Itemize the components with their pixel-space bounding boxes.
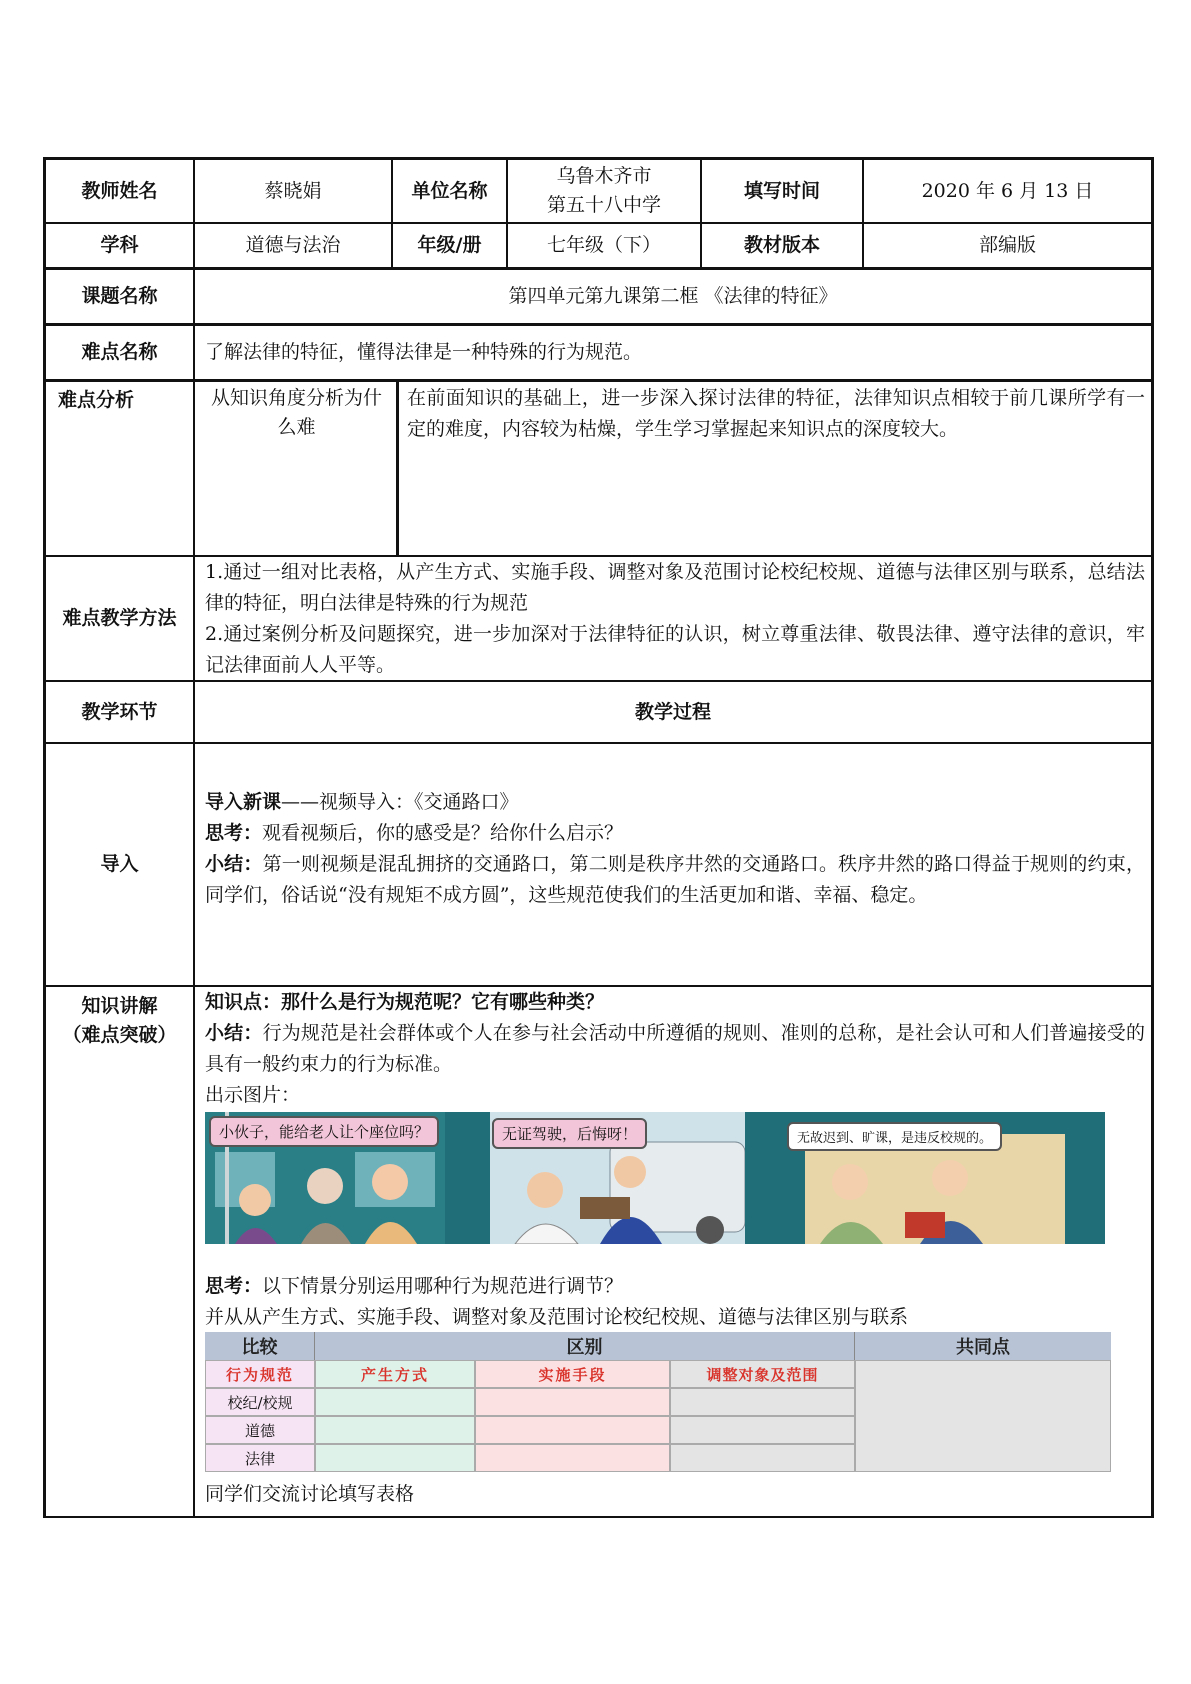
think-line-2: 并从从产生方式、实施手段、调整对象及范围讨论校纪校规、道德与法律区别与联系 [205, 1306, 909, 1328]
method-item-2: 2.通过案例分析及问题探究，进一步加深对于法律特征的认识，树立尊重法律、敬畏法律、遵守法律的意识，牢记法律面前人人平等。 [205, 623, 1145, 676]
comparison-table [205, 1332, 1111, 1472]
process-value: 教学过程 [634, 700, 711, 723]
knowledge-summary [205, 1018, 1145, 1080]
difficulty-label: 难点名称 [81, 341, 158, 363]
illustration-bus-panel [205, 1112, 445, 1244]
illustration-school-panel [785, 1112, 1105, 1244]
illustration-strip [205, 1112, 1105, 1244]
method-item-1: 1.通过一组对比表格，从产生方式、实施手段、调整对象及范围讨论校纪校规、道德与法律区别与联系，总结法律的特征，明白法律是特殊的行为规范 [205, 561, 1145, 614]
compare-header-compare: 比较 [205, 1332, 315, 1360]
knowledge-point: 知识点：那什么是行为规范呢？它有哪些种类？ [205, 991, 605, 1013]
intro-label: 导入 [100, 853, 139, 875]
intro-line-2-rest: 观看视频后，你的感受是？给你什么启示？ [262, 822, 624, 844]
intro-line-1-lead: 导入新课 [205, 791, 282, 813]
compare-cell[interactable] [670, 1416, 855, 1444]
knowledge-text [205, 987, 1145, 1111]
compare-header-diff: 区别 [315, 1332, 855, 1360]
knowledge-label [46, 989, 193, 1053]
compare-row-label-morality: 道德 [205, 1416, 315, 1444]
think-rest: 以下情景分别运用哪种行为规范进行调节？ [262, 1275, 624, 1297]
edition-value: 部编版 [978, 234, 1036, 256]
topic-value: 第四单元第九课第二框 《法律的特征》 [508, 285, 838, 307]
date-value: 2020 年 6 月 13 日 [921, 179, 1094, 202]
date-label: 填写时间 [743, 179, 820, 202]
intro-line-3-lead: 小结： [205, 853, 263, 875]
compare-col-method: 产生方式 [315, 1360, 475, 1388]
compare-header-common: 共同点 [855, 1332, 1111, 1360]
teacher-value: 蔡晓娟 [264, 179, 322, 202]
bubble-no-license: 无证驾驶，后悔呀！ [492, 1118, 647, 1149]
analysis-label: 难点分析 [57, 388, 134, 411]
grade-label: 年级/册 [417, 234, 482, 256]
unit-value-line1: 乌鲁木齐市 [556, 165, 652, 187]
intro-line-3 [205, 849, 1145, 911]
compare-col-means: 实施手段 [475, 1360, 670, 1388]
think-line-1 [205, 1271, 1145, 1302]
intro-line-3-rest: 第一则视频是混乱拥挤的交通路口，第二则是秩序井然的交通路口。秩序井然的路口得益于规则的约束，同学们，俗话说“没有规矩不成方圆”，这些规范使我们的生活更加和谐、幸福、稳定。 [205, 853, 1145, 906]
process-label: 教学环节 [81, 700, 158, 723]
compare-col-scope: 调整对象及范围 [670, 1360, 855, 1388]
intro-line-1-rest: ——视频导入：《交通路口》 [281, 791, 519, 813]
unit-label: 单位名称 [411, 179, 488, 202]
teacher-label: 教师姓名 [81, 179, 158, 202]
method-text [205, 557, 1145, 681]
compare-cell[interactable] [475, 1416, 670, 1444]
unit-value [508, 160, 700, 222]
show-pictures-text: 出示图片： [205, 1084, 301, 1106]
rule [193, 157, 195, 1518]
compare-row-header: 行为规范 [205, 1360, 315, 1388]
grade-value: 七年级（下） [546, 234, 661, 256]
compare-cell[interactable] [670, 1388, 855, 1416]
analysis-sub-label: 从知识角度分析为什么难 [210, 387, 382, 438]
think-text [205, 1271, 1145, 1333]
compare-cell[interactable] [475, 1388, 670, 1416]
topic-label: 课题名称 [81, 285, 158, 307]
edition-label: 教材版本 [743, 234, 820, 256]
difficulty-value: 了解法律的特征，懂得法律是一种特殊的行为规范。 [205, 341, 643, 363]
rule [43, 742, 1154, 744]
method-label: 难点教学方法 [62, 607, 177, 629]
bubble-give-seat: 小伙子，能给老人让个座位吗？ [209, 1116, 439, 1147]
compare-cell[interactable] [475, 1444, 670, 1472]
closing-text: 同学们交流讨论填写表格 [205, 1483, 415, 1505]
compare-common-cell[interactable] [855, 1360, 1111, 1472]
knowledge-label-line1: 知识讲解 [81, 995, 158, 1017]
intro-line-2-lead: 思考： [205, 822, 263, 844]
intro-text [205, 787, 1145, 911]
compare-row-label-rules: 校纪/校规 [205, 1388, 315, 1416]
think-lead: 思考： [205, 1275, 263, 1297]
compare-row-label-law: 法律 [205, 1444, 315, 1472]
knowledge-summary-rest: 行为规范是社会群体或个人在参与社会活动中所遵循的规则、准则的总称，是社会认可和人们普遍接受的具有一般约束力的行为标准。 [205, 1022, 1145, 1075]
compare-cell[interactable] [315, 1444, 475, 1472]
rule [396, 379, 399, 557]
illustration-driving-panel [490, 1112, 745, 1244]
unit-value-line2: 第五十八中学 [546, 194, 661, 216]
intro-line-2 [205, 818, 1145, 849]
knowledge-label-line2: （难点突破） [62, 1024, 177, 1046]
compare-cell[interactable] [315, 1388, 475, 1416]
bubble-school-rules: 无故迟到、旷课，是违反校规的。 [787, 1122, 1002, 1151]
subject-value: 道德与法治 [245, 234, 341, 256]
knowledge-summary-lead: 小结： [205, 1022, 263, 1044]
rule-bottom [43, 1516, 1154, 1518]
analysis-text: 在前面知识的基础上，进一步深入探讨法律的特征，法律知识点相较于前几课所学有一定的难度，内容较为枯燥，学生学习掌握起来知识点的深度较大。 [407, 387, 1145, 440]
intro-line-1 [205, 787, 1145, 818]
compare-cell[interactable] [670, 1444, 855, 1472]
subject-label: 学科 [100, 234, 139, 256]
rule-right [1151, 157, 1154, 1518]
compare-cell[interactable] [315, 1416, 475, 1444]
rule [43, 379, 1154, 382]
